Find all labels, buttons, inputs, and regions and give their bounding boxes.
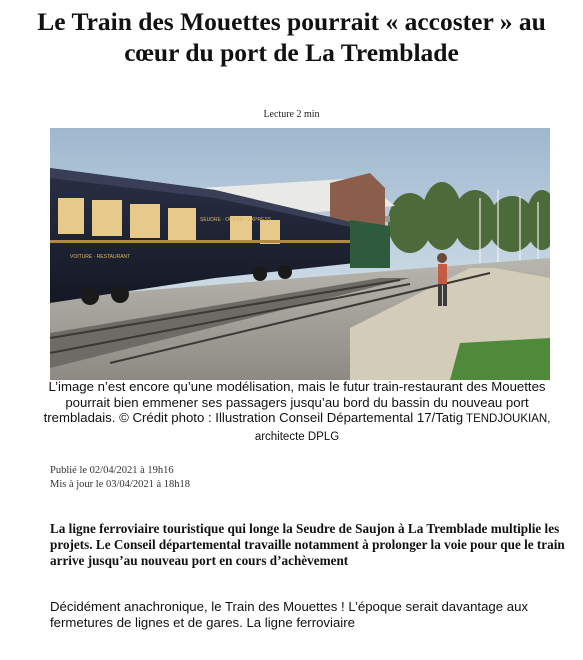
article-lead: La ligne ferroviaire touristique qui longe la Seudre de Saujon à La Tremblade multiplie les projets. Le Conseil départemental travaille notamment à prolonger la voie pour que le train arrive jusqu’au nouveau port en cours d’achèvement — [50, 521, 565, 568]
caption-tail: TENDJOUKIAN, architecte DPLG — [254, 413, 551, 443]
lawn — [450, 338, 550, 380]
updated-date: Mis à jour le 03/04/2021 à 18h18 — [50, 479, 190, 490]
svg-text:VOITURE · RESTAURANT: VOITURE · RESTAURANT — [70, 254, 131, 260]
article-title: Le Train des Mouettes pourrait « accoster » au cœur du port de La Tremblade — [37, 7, 546, 67]
article-dates — [50, 464, 190, 492]
locomotive — [350, 220, 390, 268]
article-body: Décidément anachronique, le Train des Mouettes ! L’époque serait davantage aux fermetures de lignes et de gares. La ligne ferroviaire — [50, 599, 528, 630]
photo-caption — [42, 379, 552, 445]
pedestrian — [437, 253, 447, 306]
svg-text:SEUDRE · OCÉAN · EXPRESS: SEUDRE · OCÉAN · EXPRESS — [200, 217, 272, 223]
published-date: Publié le 02/04/2021 à 19h16 — [50, 465, 174, 476]
reading-time: Lecture 2 min — [263, 109, 320, 120]
caption-main: L’image n’est encore qu’une modélisation, mais le futur train-restaurant des Mouettes pourrait bien emmener ses passagers jusqu’au bord du bassin du nouveau port trembladais. © Crédit photo : Illustration Conseil Départemental 17/Tatig — [43, 379, 546, 425]
article-photo — [50, 128, 550, 380]
